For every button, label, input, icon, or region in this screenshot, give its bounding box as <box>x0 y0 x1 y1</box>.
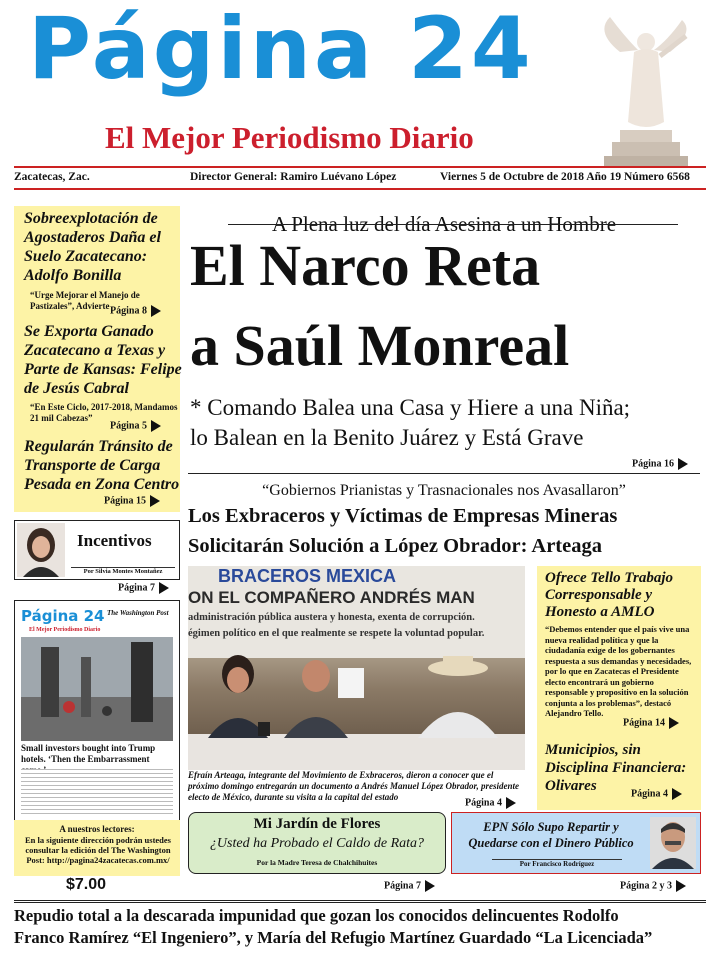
arrow-icon <box>506 797 516 809</box>
arrow-icon <box>672 788 682 800</box>
mini-text-columns <box>21 769 173 817</box>
brief-headline-1[interactable]: Sobreexplotación de Agostaderos Daña el Suelo Zacatecano: Adolfo Bonilla <box>24 210 161 284</box>
notice-body: En la siguiente dirección podrán ustedes consultar la edición del The Washington Post: http://pagina24zacatecas.com.mx/ <box>24 835 171 865</box>
right-briefs-box <box>537 566 701 810</box>
arrow-icon <box>669 717 679 729</box>
main-deck-line2: lo Balean en la Benito Juárez y Está Grave <box>190 425 584 450</box>
footer-line1: Repudio total a la descarada impunidad que gozan los conocidos delincuentes Rodolfo <box>14 906 619 925</box>
main-headline-line1[interactable]: El Narco Reta <box>190 233 541 298</box>
tello-body: “Debemos entender que el país vive una nueva realidad política y que la ciudadanía exige de los gobernantes respuesta a sus demandas y necesidades, por lo que en Zacatecas el Presidente electo encontrará un gobierno responsable y propositivo en la solución conjunta a los problemas”, destacó Alejandro Tello. <box>545 624 692 718</box>
olivares-headline[interactable]: Municipios, sin Disciplina Financiera: Olivares <box>545 742 687 794</box>
location: Zacatecas, Zac. <box>14 171 90 183</box>
page-ref-olivares[interactable]: Página 4 <box>631 788 682 800</box>
mini-tagline: El Mejor Periodismo Diario <box>29 627 101 633</box>
brief-headline-2[interactable]: Se Exporta Ganado Zacatecano a Texas y Parte de Kansas: Felipe de Jesús Cabral <box>24 323 182 397</box>
arrow-icon <box>150 495 160 507</box>
banner-line3: administración pública austera y honesta, exenta de corrupción. <box>188 612 475 623</box>
incentivos-title: Incentivos <box>77 531 152 550</box>
arrow-icon <box>425 880 435 892</box>
page-ref-main[interactable]: Página 16 <box>632 458 688 470</box>
page-ref-incentivos[interactable]: Página 7 <box>118 582 169 594</box>
banner-line2: ON EL COMPAÑERO ANDRÉS MAN <box>188 588 475 607</box>
main-kicker: A Plena luz del día Asesina a un Hombre <box>271 212 617 236</box>
brief-headline-3[interactable]: Regularán Tránsito de Transporte de Carga Pesada en Zona Centro <box>24 438 180 493</box>
page-ref-2[interactable]: Página 5 <box>110 420 161 432</box>
mini-masthead: Página 24 <box>21 607 105 625</box>
page-ref-3[interactable]: Página 15 <box>104 495 160 507</box>
footer-rule <box>14 900 706 903</box>
notice-title: A nuestros lectores: <box>59 824 135 834</box>
brief-quote-2: “En Este Ciclo, 2017-2018, Mandamos 21 mil Cabezas” <box>30 402 178 423</box>
epn-byline: Por Francisco Rodríguez <box>492 859 622 868</box>
incentivos-byline: Por Silvia Montes Montañez <box>71 567 175 575</box>
press-people <box>188 646 525 770</box>
incentivos-box[interactable] <box>14 520 180 580</box>
mini-headline: Small investors bought into Trump hotels. ‘Then the Embarrassment <box>21 743 156 764</box>
dateline: Viernes 5 de Octubre de 2018 Año 19 Número 6568 <box>440 171 690 183</box>
washington-post-preview[interactable] <box>14 600 180 822</box>
section-rule <box>188 473 700 474</box>
main-deck-line1: * Comando Balea una Casa y Hiere a una Niña; <box>190 395 631 420</box>
kicker-rule <box>228 224 678 225</box>
masthead-tagline: El Mejor Periodismo Diario <box>105 120 474 155</box>
tello-headline[interactable]: Ofrece Tello Trabajo Corresponsable y Honesto a AMLO <box>545 570 674 620</box>
page-ref-epn[interactable]: Página 2 y 3 <box>620 880 686 892</box>
author-photo <box>17 523 65 577</box>
epn-headline: EPN Sólo Supo Repartir y Quedarse con el Dinero Público <box>468 820 634 850</box>
photo-caption: Efraín Arteaga, integrante del Movimiento de Exbraceros, dieron a conocer que el próximo domingo entregarán un documento a Andrés Manuel López Obrador, presidente electo de México, durante su visita a la capital del estado <box>188 770 519 802</box>
brief-quote-1: “Urge Mejorar el Manejo de Pastizales”, Advierte <box>30 290 140 311</box>
arrow-icon <box>151 305 161 317</box>
director: Director General: Ramiro Luévano López <box>190 171 397 183</box>
epn-box[interactable] <box>451 812 701 874</box>
left-briefs-box <box>14 206 180 512</box>
columnist-photo <box>650 817 696 869</box>
arrow-icon <box>678 458 688 470</box>
page-ref-second[interactable]: Página 4 <box>465 797 516 809</box>
jardin-title: Mi Jardín de Flores <box>253 816 381 832</box>
angel-statue-logo <box>590 12 700 170</box>
second-headline-line1[interactable]: Los Exbraceros y Víctimas de Empresas Mineras <box>188 505 618 527</box>
main-headline-line2[interactable]: a Saúl Monreal <box>190 313 570 378</box>
jardin-box[interactable] <box>188 812 446 874</box>
banner-line1: BRACEROS MEXICA <box>218 566 397 586</box>
banner-line4: égimen político en el que realmente se respete la voluntad popular. <box>188 628 485 639</box>
jardin-byline: Por la Madre Teresa de Chalchihuites <box>256 858 378 867</box>
arrow-icon <box>676 880 686 892</box>
jardin-subtitle: ¿Usted ha Probado el Caldo de Rata? <box>209 836 425 851</box>
mini-partner: The Washington Post <box>107 609 169 617</box>
info-bar <box>14 166 706 190</box>
arrow-icon <box>159 582 169 594</box>
page-ref-1[interactable]: Página 8 <box>110 305 161 317</box>
page-ref-jardin[interactable]: Página 7 <box>384 880 435 892</box>
second-headline-line2[interactable]: Solicitarán Solución a López Obrador: Arteaga <box>188 535 602 557</box>
press-conference-photo <box>188 566 525 770</box>
readers-notice <box>14 820 180 876</box>
footer-line2: Franco Ramírez “El Ingeniero”, y María del Refugio Martínez Guardado “La Licenciada” <box>14 928 653 947</box>
arrow-icon <box>151 420 161 432</box>
price: $7.00 <box>66 876 107 893</box>
page-ref-tello[interactable]: Página 14 <box>623 717 679 729</box>
second-quote: “Gobiernos Prianistas y Trasnacionales nos Avasallaron” <box>262 482 626 499</box>
masthead-title: Página 24 <box>28 0 534 99</box>
mini-front-photo <box>21 637 173 741</box>
